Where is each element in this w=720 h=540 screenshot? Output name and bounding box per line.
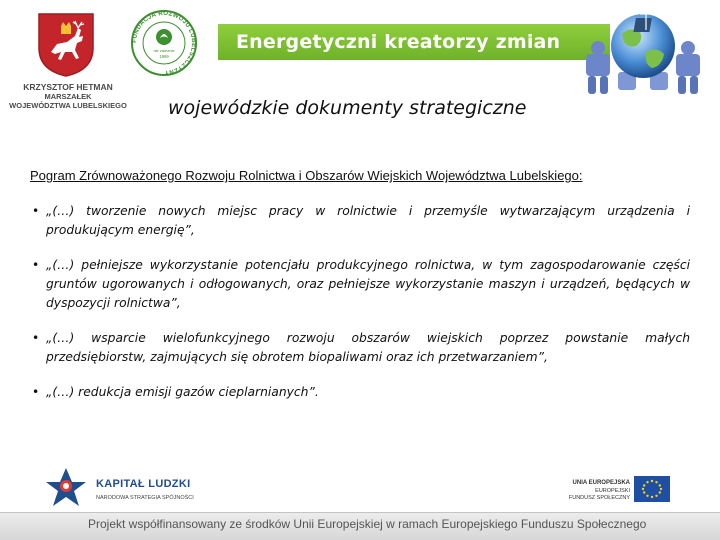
kapital-ludzki-subtitle: NARODOWA STRATEGIA SPÓJNOŚCI	[96, 495, 194, 501]
kapital-ludzki-title: KAPITAŁ LUDZKI	[96, 478, 191, 490]
lubelskie-coat-of-arms-icon	[37, 12, 95, 78]
list-item	[30, 329, 690, 367]
list-item	[30, 256, 690, 313]
bullet-marker: •	[32, 385, 40, 399]
banner-title: Energetyczni kreatorzy zmian	[236, 31, 561, 53]
voivodeship-marshal-caption	[6, 83, 130, 110]
list-item-text: „(…) redukcja emisji gazów cieplarnianych”.	[46, 385, 319, 399]
seal-inner-text: nie zaleznie	[153, 48, 175, 53]
bullet-marker: •	[32, 331, 40, 345]
list-item-text: „(…) wsparcie wielofunkcyjnego rozwoju obszarów wiejskich poprzez powstanie małych przedsiębiorstw, zajmujących się obrotem biopaliwami oraz ich przetwarzaniem”,	[46, 331, 690, 364]
program-title: Pogram Zrównoważonego Rozwoju Rolnictwa i Obszarów Wiejskich Województwa Lubelskiego:	[30, 168, 583, 183]
eu-fund-caption	[548, 480, 630, 503]
quote-list	[30, 202, 690, 402]
list-item-text: „(…) pełniejsze wykorzystanie potencjału produkcyjnego rolnictwa, w tym zagospodarowanie części gruntów ugorowanych i odłogowanych, oraz pełniejsze wykorzystanie maszyn i urządzeń, będących w dyspozycji rolnictwa”,	[46, 258, 690, 310]
seal-ring-text: FUNDACJA ROZWOJU LUBELSZCZYZNY	[130, 10, 198, 76]
marshal-role: MARSZAŁEK	[44, 92, 92, 101]
eu-name: UNIA EUROPEJSKA	[572, 480, 630, 486]
bullet-marker: •	[32, 258, 40, 272]
seal-year: 1999	[159, 54, 169, 59]
foundation-seal-logo	[126, 10, 202, 76]
globe-puzzle-illustration	[582, 6, 704, 98]
voivodeship-name: WOJEWÓDZTWA LUBELSKIEGO	[9, 101, 127, 110]
bullet-marker: •	[32, 204, 40, 218]
eu-flag-icon	[634, 476, 670, 502]
list-item-text: „(…) tworzenie nowych miejsc pracy w rolnictwie i przemyśle wytwarzającym urządzenia i produkującym energię”,	[46, 204, 690, 237]
footer-cofinancing-note: Projekt współfinansowany ze środków Unii Europejskiej w ramach Europejskiego Funduszu Społecznego	[88, 517, 647, 531]
main-content	[30, 168, 690, 418]
list-item	[30, 202, 690, 240]
page-title: wojewódzkie dokumenty strategiczne	[168, 97, 527, 119]
eu-fund-line1: EUROPEJSKI	[595, 487, 630, 494]
marshal-name: KRZYSZTOF HETMAN	[23, 82, 113, 92]
eu-fund-line2: FUNDUSZ SPOŁECZNY	[568, 495, 630, 501]
list-item	[30, 383, 690, 402]
kapital-ludzki-logo-icon	[46, 466, 86, 510]
